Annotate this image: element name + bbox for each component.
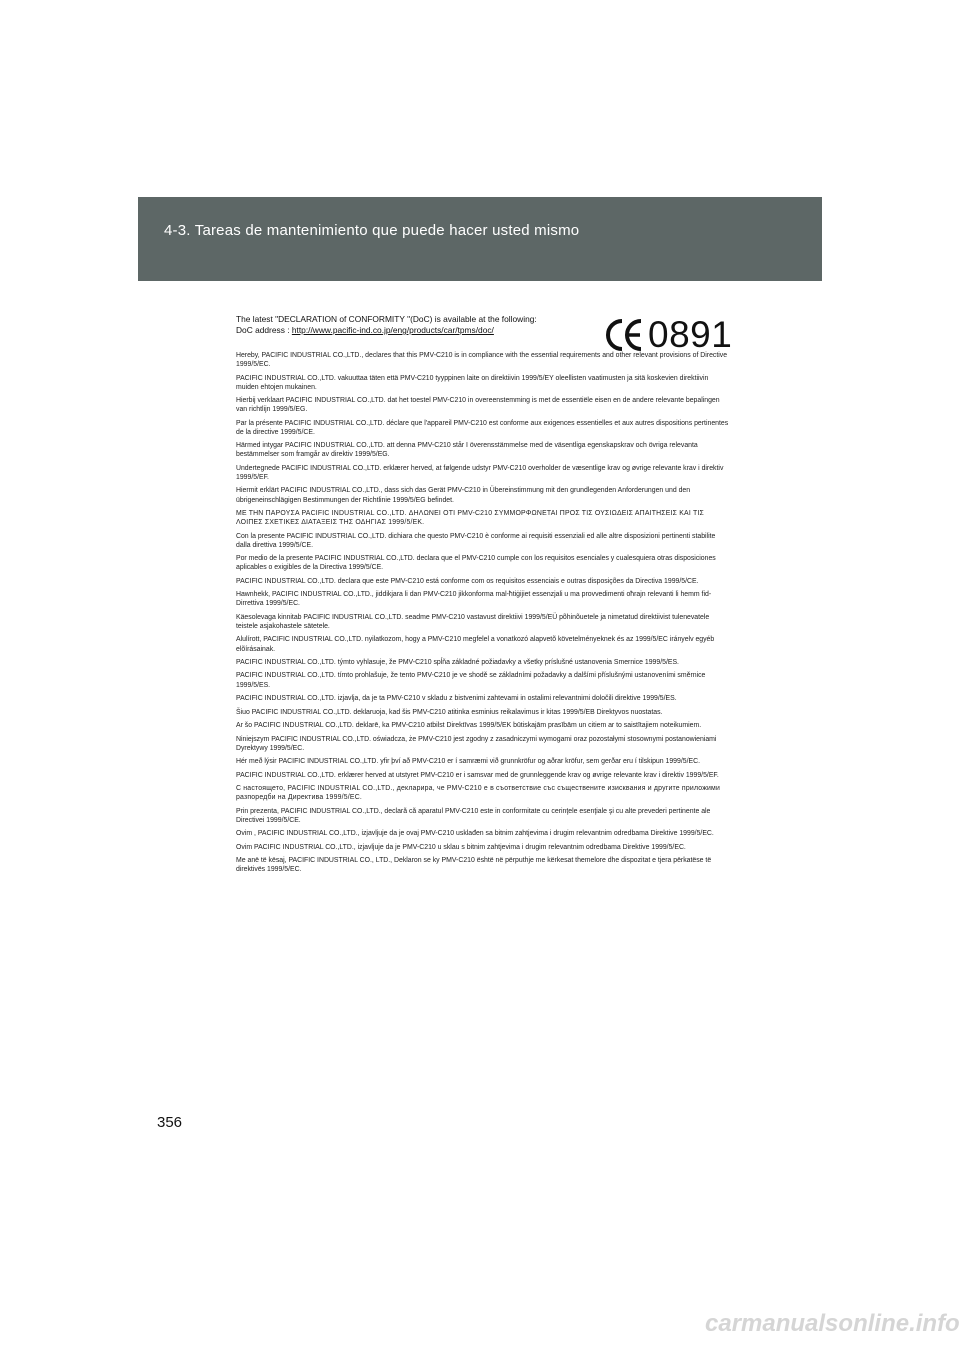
declarations-list xyxy=(236,351,729,879)
section-title: 4-3. Tareas de mantenimiento que puede hacer usted mismo xyxy=(164,222,580,239)
section-header-band xyxy=(138,197,822,281)
declaration-slovenian: PACIFIC INDUSTRIAL CO.,LTD. izjavlja, da je ta PMV-C210 v skladu z bistvenimi zahtevami in ostalimi relevantnimi določili direktive 1999/5/ES. xyxy=(236,695,677,703)
watermark-logo: carmanualsonline.info xyxy=(705,1310,960,1337)
declaration-bosnian: Ovim PACIFIC INDUSTRIAL CO.,LTD., izjavljuje da je PMV-C210 u sklau s bitnim zahtjevima i drugim relevantnim odredbama Direktive 1999/5/EC. xyxy=(236,843,686,851)
declaration-estonian: Käesolevaga kinnitab PACIFIC INDUSTRIAL CO.,LTD. seadme PMV-C210 vastavust direktiivi 1999/5/EÜ põhinõuetele ja nimetatud direktiivist tulenevatele teistele asjakohastele sätetele. xyxy=(236,613,710,630)
doc-notice-line: The latest "DECLARATION of CONFORMITY "(DoC) is available at the following: xyxy=(236,314,537,324)
declaration-swedish: Härmed intygar PACIFIC INDUSTRIAL CO.,LTD. att denna PMV-C210 står I överensstämmelse med de väsentliga egenskapskrav och övriga relevanta bestämmelser som framgår av direktiv 1999/5/EG. xyxy=(236,442,698,459)
declaration-greek: ΜΕ ΤΗΝ ΠΑΡΟΥΣΑ PACIFIC INDUSTRIAL CO.,LTD. ΔΗΛΩΝΕΙ ΟΤΙ PMV-C210 ΣΥΜΜΟΡΦΩΝΕΤΑΙ ΠΡΟΣ ΤΙΣ ΟΥΣΙΩΔΕΙΣ ΑΠΑΙΤΗΣΕΙΣ ΚΑΙ ΤΙΣ ΛΟΙΠΕΣ ΣΧΕΤΙΚΕΣ ΔΙΑΤΑΞΕΙΣ ΤΗΣ ΟΔΗΓΙΑΣ 1999/5/ΕΚ. xyxy=(236,510,704,527)
declaration-finnish: PACIFIC INDUSTRIAL CO.,LTD. vakuuttaa täten että PMV-C210 tyyppinen laite on direktiivin 1999/5/EY oleellisten vaatimusten ja sitä koskevien direktiivin muiden ehtojen mukainen. xyxy=(236,374,709,391)
declaration-italian: Con la presente PACIFIC INDUSTRIAL CO.,LTD. dichiara che questo PMV-C210 è conforme ai requisiti essenziali ed alle altre disposizioni pertinenti stabilite dalla direttiva 1999/5/CE. xyxy=(236,532,716,549)
declaration-romanian: Prin prezenta, PACIFIC INDUSTRIAL CO.,LTD., declară că aparatul PMV-C210 este in conformitate cu cerinţele esenţiale şi cu alte prevederi pertinente ale Directivei 1999/5/CE. xyxy=(236,807,711,824)
ce-logo-icon xyxy=(606,318,644,352)
declaration-croatian: Ovim , PACIFIC INDUSTRIAL CO.,LTD., izjavljuje da je ovaj PMV-C210 usklađen sa bitnim zahtjevima i drugim relevantnim odredbama Direktive 1999/5/EC. xyxy=(236,830,714,838)
doc-address-label: DoC address : xyxy=(236,325,290,335)
declaration-slovak: PACIFIC INDUSTRIAL CO.,LTD. týmto vyhlasuje, že PMV-C210 spĺňa základné požiadavky a všetky príslušné ustanovenia Smernice 1999/5/ES. xyxy=(236,659,679,666)
declaration-hungarian: Alulírott, PACIFIC INDUSTRIAL CO.,LTD. nyilatkozom, hogy a PMV-C210 megfelel a vonatkozó alapvetõ követelményeknek és az 1999/5/EC irányelv egyéb elõírásainak. xyxy=(236,636,715,653)
declaration-spanish: Por medio de la presente PACIFIC INDUSTRIAL CO.,LTD. declara que el PMV-C210 cumple con los requisitos esenciales y cualesquiera otras disposiciones aplicables o exigibles de la Directiva 1999/5/CE. xyxy=(236,555,716,572)
notified-body-number: 0891 xyxy=(648,314,733,355)
declaration-bulgarian: С настоящето, PACIFIC INDUSTRIAL CO.,LTD., декларира, че PMV-C210 е в съответствие със съществените изисквания и другите приложими разпоредби на Директива 1999/5/ЕС. xyxy=(236,785,721,802)
declaration-french: Par la présente PACIFIC INDUSTRIAL CO.,LTD. déclare que l'appareil PMV-C210 est conforme aux exigences essentielles et aux autres dispositions pertinentes de la directive 1999/5/CE. xyxy=(236,419,729,436)
doc-availability-notice xyxy=(236,314,596,336)
declaration-norwegian: PACIFIC INDUSTRIAL CO.,LTD. erklærer herved at utstyret PMV-C210 er i samsvar med de grunnleggende krav og øvrige relevante krav i direktiv 1999/5/EF. xyxy=(236,771,719,779)
declaration-dutch: Hierbij verklaart PACIFIC INDUSTRIAL CO.,LTD. dat het toestel PMV-C210 in overeenstemming is met de essentiële eisen en de andere relevante bepalingen van richtlijn 1999/5/EG. xyxy=(236,397,720,414)
declaration-latvian: Ar šo PACIFIC INDUSTRIAL CO.,LTD. deklarē, ka PMV-C210 atbilst Direktīvas 1999/5/EK būtiskajām prasībām un citiem ar to saistītajiem noteikumiem. xyxy=(236,722,702,730)
doc-address-line xyxy=(236,325,596,336)
declaration-english: Hereby, PACIFIC INDUSTRIAL CO.,LTD., declares that this PMV-C210 is in compliance with the essential requirements and other relevant provisions of Directive 1999/5/EC. xyxy=(236,352,728,369)
page-number: 356 xyxy=(157,1114,183,1131)
declaration-polish: Niniejszym PACIFIC INDUSTRIAL CO.,LTD. oświadcza, że PMV-C210 jest zgodny z zasadniczymi wymogami oraz pozostałymi stosownymi postanowieniami Dyrektywy 1999/5/EC. xyxy=(236,735,717,752)
declaration-danish: Undertegnede PACIFIC INDUSTRIAL CO.,LTD. erklærer herved, at følgende udstyr PMV-C210 overholder de væsentlige krav og øvrige relevante krav i direktiv 1999/5/EF. xyxy=(236,464,724,481)
declaration-portuguese: PACIFIC INDUSTRIAL CO.,LTD. declara que este PMV-C210 está conforme com os requisitos essenciais e outras disposições da Directiva 1999/5/CE. xyxy=(236,577,699,585)
declaration-maltese: Hawnhekk, PACIFIC INDUSTRIAL CO.,LTD., jiddikjara li dan PMV-C210 jikkonforma mal-ħtiġijiet essenzjali u ma provvedimenti oħrajn relevanti li hemm fid-Dirrettiva 1999/5/EC. xyxy=(236,591,712,608)
declaration-albanian: Me anë të kësaj, PACIFIC INDUSTRIAL CO., LTD., Deklaron se ky PMV-C210 është në përputhje me kërkesat themelore dhe dispozitat e tjera përkatëse të direktivës 1999/5/EC. xyxy=(236,857,712,874)
declaration-icelandic: Hér með lýsir PACIFIC INDUSTRIAL CO.,LTD. yfir því að PMV-C210 er í samræmi við grunnkröfur og aðrar kröfur, sem gerðar eru í tilskipun 1999/5/EC. xyxy=(236,758,700,766)
declaration-german: Hiermit erklärt PACIFIC INDUSTRIAL CO.,LTD., dass sich das Gerät PMV-C210 in Übereinstimmung mit den grundlegenden Anforderungen und den übrigeneinschlägigen Bestimmungen der Richtlinie 1999/5/EG befindet. xyxy=(236,487,691,504)
doc-url-link[interactable]: http://www.pacific-ind.co.jp/eng/products/car/tpms/doc/ xyxy=(291,325,494,335)
declaration-lithuanian: Šiuo PACIFIC INDUSTRIAL CO.,LTD. deklaruoja, kad šis PMV-C210 atitinka esminius reikalavimus ir kitas 1999/5/EB Direktyvos nuostatas. xyxy=(236,708,663,716)
declaration-czech: PACIFIC INDUSTRIAL CO.,LTD. tímto prohlašuje, že tento PMV-C210 je ve shodě se základními požadavky a dalšími příslušnými ustanoveními směrnice 1999/5/ES. xyxy=(236,672,706,689)
